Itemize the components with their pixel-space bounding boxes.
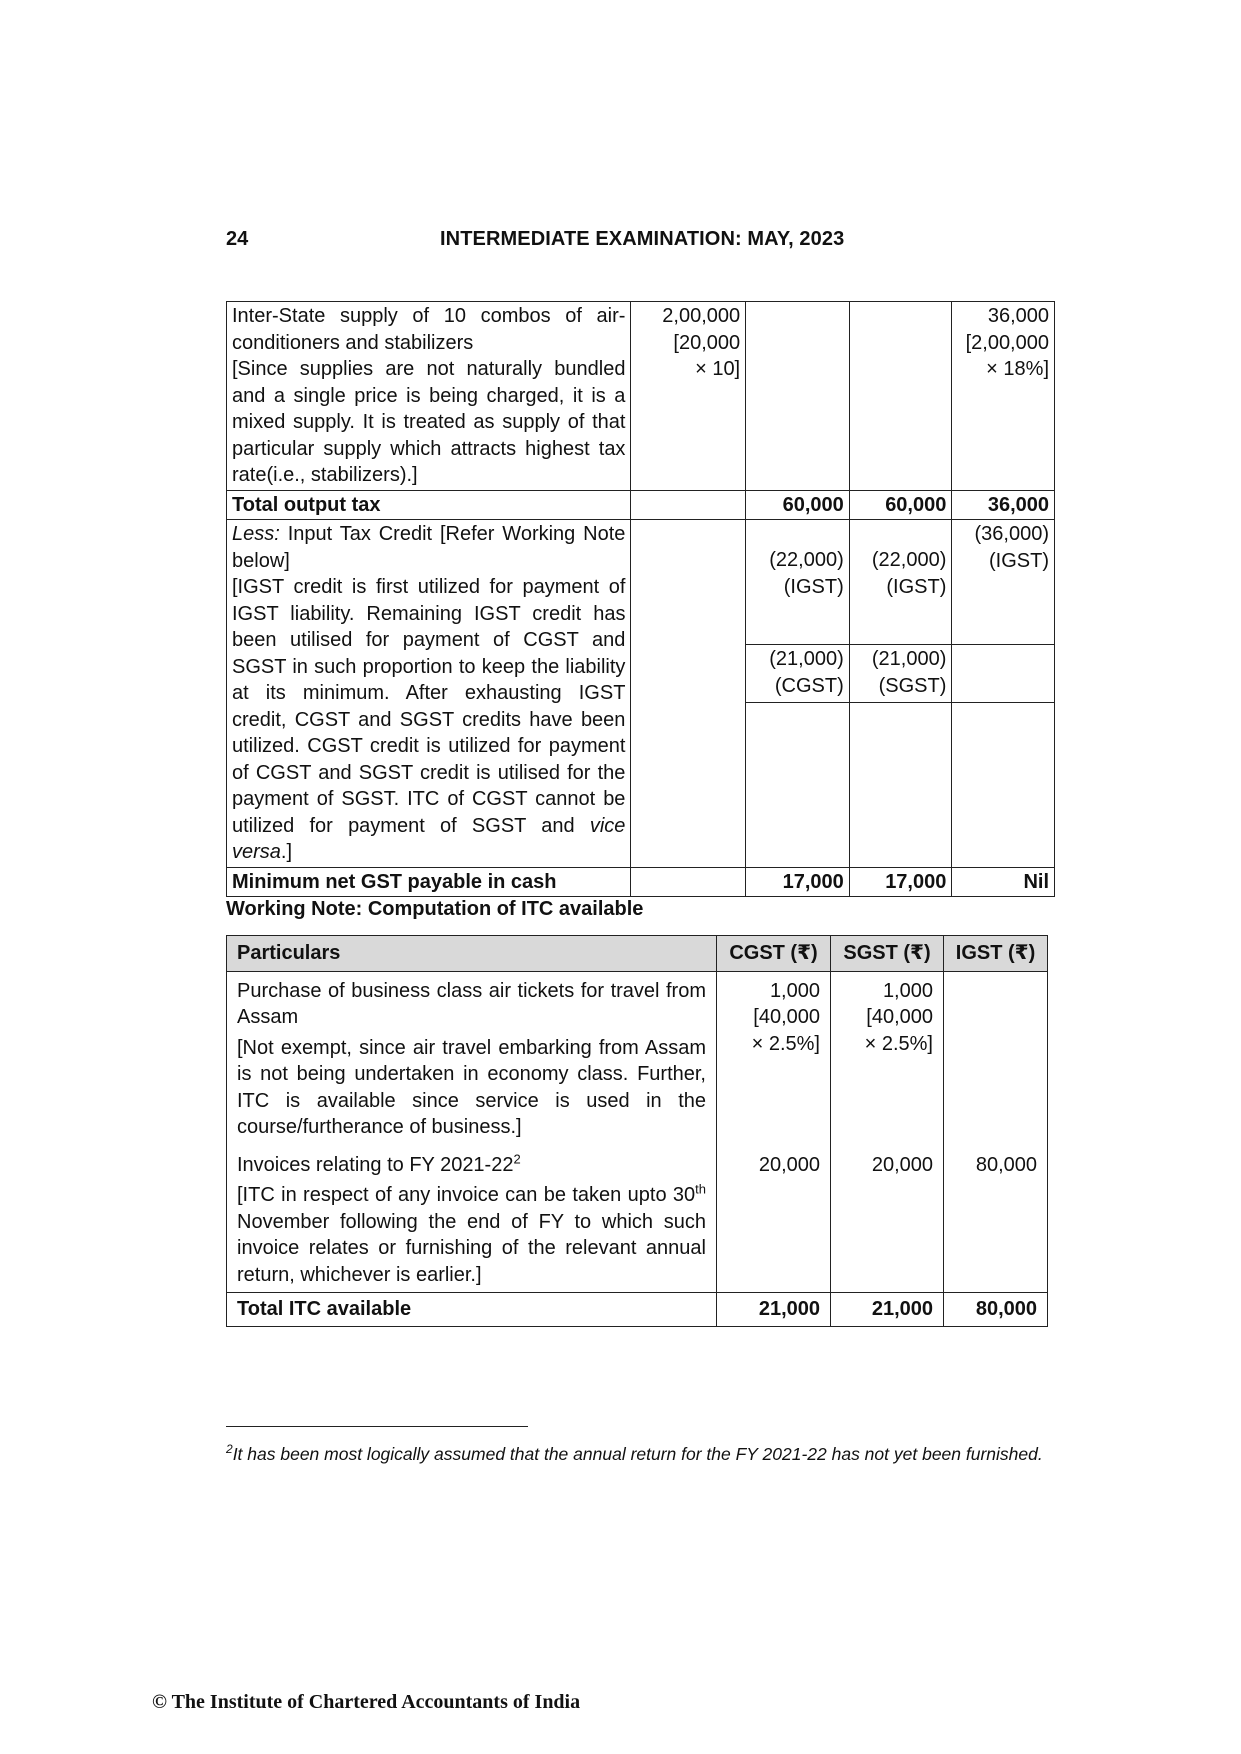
air-tickets-cgst xyxy=(717,971,831,1144)
table-row xyxy=(227,1144,1048,1293)
itc-working: × 2.5%] xyxy=(864,1032,933,1055)
footnote xyxy=(226,1444,1043,1465)
less-label: Less: xyxy=(232,523,280,545)
table-row xyxy=(227,1293,1048,1327)
table-row xyxy=(227,520,1055,645)
air-tickets-cell xyxy=(227,971,717,1144)
itc-working: [40,000 xyxy=(866,1006,933,1028)
itc-description: Input Tax Credit [Refer Working Note below] xyxy=(232,523,626,572)
column-header-sgst: SGST (₹) xyxy=(831,936,944,972)
table-row xyxy=(227,302,1055,491)
total-output-tax-label: Total output tax xyxy=(227,490,631,520)
itc-amount: (21,000) xyxy=(769,648,844,670)
footnote-divider xyxy=(226,1426,528,1427)
empty-cell xyxy=(631,867,746,897)
itc-type: (IGST) xyxy=(783,575,844,598)
net-payable-igst: Nil xyxy=(952,867,1055,897)
column-header-particulars: Particulars xyxy=(227,936,717,972)
invoices-note: [ITC in respect of any invoice can be taken upto 30 xyxy=(237,1184,696,1206)
column-header-igst: IGST (₹) xyxy=(944,936,1048,972)
itc-igst-cell xyxy=(952,520,1055,645)
igst-amount: 36,000 xyxy=(987,305,1049,327)
table-row xyxy=(227,971,1048,1144)
page-header-title: INTERMEDIATE EXAMINATION: MAY, 2023 xyxy=(440,228,845,250)
total-output-sgst: 60,000 xyxy=(849,490,952,520)
invoices-note-cont: November following the end of FY to which such invoice relates or furnishing of the relevant annual return, whichever is earlier.] xyxy=(237,1210,706,1286)
value-working: [20,000 xyxy=(673,331,741,354)
interstate-cgst-cell xyxy=(746,302,850,491)
itc-amount: 1,000 xyxy=(769,979,820,1002)
itc-amount: (36,000) xyxy=(974,523,1049,545)
air-tickets-sgst xyxy=(831,971,944,1144)
itc-amount: (21,000) xyxy=(871,648,947,670)
interstate-supply-description: Inter-State supply of 10 combos of air-conditioners and stabilizers xyxy=(232,305,626,354)
empty-cell xyxy=(849,703,952,868)
empty-cell xyxy=(631,520,746,868)
total-output-cgst: 60,000 xyxy=(746,490,850,520)
net-payable-sgst: 17,000 xyxy=(849,867,952,897)
invoices-sgst: 20,000 xyxy=(831,1144,944,1293)
igst-working: [2,00,000 xyxy=(965,331,1049,354)
itc-amount: (22,000) xyxy=(871,549,947,571)
invoices-igst: 80,000 xyxy=(944,1144,1048,1293)
empty-cell xyxy=(746,703,850,868)
total-itc-cgst: 21,000 xyxy=(717,1293,831,1327)
itc-amount: 1,000 xyxy=(882,979,933,1002)
page-number: 24 xyxy=(226,228,249,250)
interstate-value-cell xyxy=(631,302,746,491)
itc-amount: (22,000) xyxy=(769,549,844,571)
empty-cell xyxy=(952,645,1055,703)
itc-working-note-table xyxy=(226,935,1048,1327)
itc-sgst-own-cell xyxy=(849,645,952,703)
invoices-cell xyxy=(227,1144,717,1293)
interstate-supply-cell xyxy=(227,302,631,491)
itc-type: (CGST) xyxy=(774,674,844,697)
ordinal-suffix: th xyxy=(695,1181,706,1197)
itc-description-cell xyxy=(227,520,631,868)
itc-type: (SGST) xyxy=(878,674,947,697)
air-tickets-note: [Not exempt, since air travel embarking from Assam is not being undertaken in economy class. Further, ITC is available since service is used in the course/furtherance of business.] xyxy=(237,1036,706,1138)
empty-cell xyxy=(631,490,746,520)
itc-working: [40,000 xyxy=(753,1006,820,1028)
total-itc-igst: 80,000 xyxy=(944,1293,1048,1327)
value-amount: 2,00,000 xyxy=(662,305,741,327)
interstate-sgst-cell xyxy=(849,302,952,491)
itc-note-italic: vice versa xyxy=(232,814,626,863)
table-row xyxy=(227,490,1055,520)
footnote-text: It has been most logically assumed that the annual return for the FY 2021-22 has not yet been furnished. xyxy=(232,1444,1043,1464)
table-row xyxy=(227,867,1055,897)
itc-note: [IGST credit is first utilized for payment of IGST liability. Remaining IGST credit has been utilised for payment of CGST and SGST in such proportion to keep the liability at its minimum. After exhausting IGST credit, CGST and SGST credits have been utilized. CGST credit is utilized for payment of CGST and SGST credit is utilised for the payment of SGST. ITC of CGST cannot be utilized for payment of SGST and xyxy=(232,576,626,837)
gst-computation-table xyxy=(226,301,1055,897)
column-header-cgst: CGST (₹) xyxy=(717,936,831,972)
itc-type: (IGST) xyxy=(989,549,1049,572)
copyright-footer: © The Institute of Chartered Accountants of India xyxy=(152,1691,581,1713)
table-header-row xyxy=(227,936,1048,972)
net-payable-cgst: 17,000 xyxy=(746,867,850,897)
invoices-description: Invoices relating to FY 2021-22 xyxy=(237,1153,514,1176)
total-itc-sgst: 21,000 xyxy=(831,1293,944,1327)
working-note-title: Working Note: Computation of ITC available xyxy=(226,898,644,920)
footnote-ref: 2 xyxy=(513,1150,521,1166)
itc-sgst-igst-cell xyxy=(849,520,952,645)
itc-type: (IGST) xyxy=(886,575,947,598)
itc-cgst-own-cell xyxy=(746,645,850,703)
interstate-igst-cell xyxy=(952,302,1055,491)
invoices-cgst: 20,000 xyxy=(717,1144,831,1293)
footnote-marker: 2 xyxy=(226,1442,233,1457)
total-itc-label: Total ITC available xyxy=(227,1293,717,1327)
net-payable-label: Minimum net GST payable in cash xyxy=(227,867,631,897)
itc-working: × 2.5%] xyxy=(751,1032,820,1055)
itc-cgst-igst-cell xyxy=(746,520,850,645)
total-output-igst: 36,000 xyxy=(952,490,1055,520)
value-working: × 10] xyxy=(695,358,741,380)
interstate-supply-note: [Since supplies are not naturally bundled and a single price is being charged, it is a mixed supply. It is treated as supply of that particular supply which attracts highest tax rate(i.e., stabilizers).] xyxy=(232,358,626,486)
air-tickets-description: Purchase of business class air tickets for travel from Assam xyxy=(237,979,706,1028)
igst-working: × 18%] xyxy=(986,358,1049,380)
empty-cell xyxy=(952,703,1055,868)
air-tickets-igst xyxy=(944,971,1048,1144)
itc-note-end: .] xyxy=(280,841,293,863)
